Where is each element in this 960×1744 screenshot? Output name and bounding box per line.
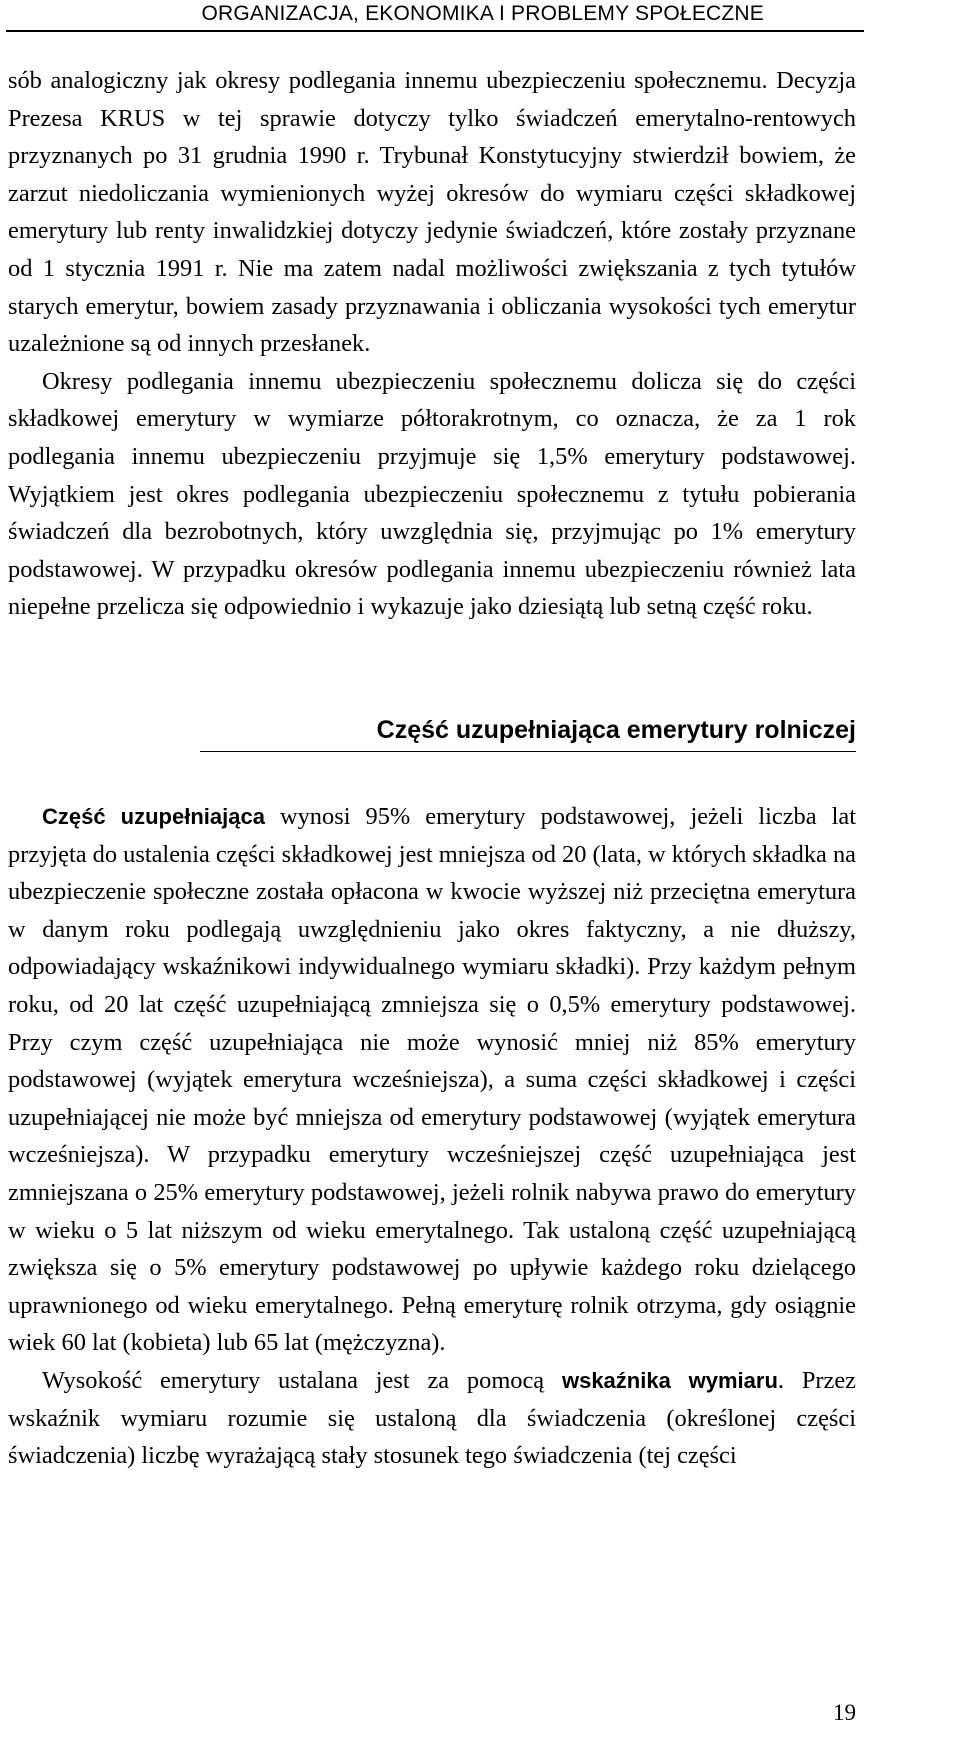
section-heading: Część uzupełniająca emerytury rolniczej xyxy=(200,712,856,752)
paragraph-assessment-index-start: Wysokość emerytury ustalana jest za pomocą xyxy=(42,1366,562,1394)
term-assessment-index: wskaźnika wymiaru xyxy=(561,1367,778,1393)
term-supplementary-part: Część uzupełniająca xyxy=(42,804,265,829)
paragraph-other-insurance-periods: Okresy podlegania innemu ubezpieczeniu społecznemu dolicza się do części składkowej emerytury w wymiarze półtorakrotnym, co oznacza, że za 1 rok podlegania innemu ubezpieczeniu przyjmuje się 1,5% emerytury podstawowej. Wyjątkiem jest okres podlegania ubezpieczeniu społecznemu z tytułu pobierania świadczeń dla bezrobotnych, który uwzględnia się, przyjmując po 1% emerytury podstawowej. W przypadku okresów podlegania innemu ubezpieczeniu również lata niepełne przelicza się odpowiednio i wykazuje jako dziesiątą lub setną część roku. xyxy=(8,367,856,621)
paragraph-supplementary-part-text: wynosi 95% emerytury podstawowej, jeżeli liczba lat przyjęta do ustalenia części składkowej jest mniejsza od 20 (lata, w których składka na ubezpieczenie społeczne została opłacona w kwocie wyższej niż przeciętna emerytura w danym roku podlegają uwzględnieniu jako okres faktyczny, a nie dłuższy, odpowiadający wskaźnikowi indywidualnego wymiaru składki). Przy każdym pełnym roku, od 20 lat część uzupełniającą zmniejsza się o 0,5% emerytury podstawowej. Przy czym część uzupełniająca nie może wynosić mniej niż 85% emerytury podstawowej (wyjątek emerytura wcześniejsza), a suma części składkowej i części uzupełniającej nie może być mniejsza od emerytury podstawowej (wyjątek emerytura wcześniejsza). W przypadku emerytury wcześniejszej część uzupełniająca jest zmniejszana o 25% emerytury podstawowej, jeżeli rolnik nabywa prawo do emerytury w wieku o 5 lat niższym od wieku emerytalnego. Tak ustaloną część uzupełniającą zwiększa się o 5% emerytury podstawowej po upływie każdego roku dzielącego uprawnionego od wieku emerytalnego. Pełną emeryturę rolnik otrzyma, gdy osiągnie wiek 60 lat (kobieta) lub 65 lat (mężczyzna). xyxy=(8,803,856,1357)
paragraph-supplementary-part xyxy=(8,798,856,1362)
running-header: ORGANIZACJA, EKONOMIKA I PROBLEMY SPOŁECZNE xyxy=(6,0,864,32)
paragraph-continuation: sób analogiczny jak okresy podlegania innemu ubezpieczeniu społecznemu. Decyzja Prezesa KRUS w tej sprawie dotyczy tylko świadczeń emerytalno-rentowych przyznanych po 31 grudnia 1990 r. Trybunał Konstytucyjny stwierdził bowiem, że zarzut niedoliczania wymienionych wyżej okresów do wymiaru części składkowej emerytury lub renty inwalidzkiej dotyczy jedynie świadczeń, które zostały przyznane od 1 stycznia 1991 r. Nie ma zatem nadal możliwości zwiększania z tych tytułów starych emerytur, bowiem zasady przyznawania i obliczania wysokości tych emerytur uzależnione są od innych przesłanek. xyxy=(8,67,856,358)
section-supplementary-text xyxy=(8,798,856,1688)
paragraph-assessment-index-rest: . Przez wskaźnik wymiaru rozumie się ustaloną dla świadczenia (określonej części świadczenia) liczbę wyrażającą stały stosunek tego świadczenia (tej części xyxy=(8,1366,856,1470)
section-intro-text xyxy=(8,62,856,652)
paragraph-assessment-index xyxy=(8,1362,856,1475)
page-number: 19 xyxy=(833,1700,856,1725)
